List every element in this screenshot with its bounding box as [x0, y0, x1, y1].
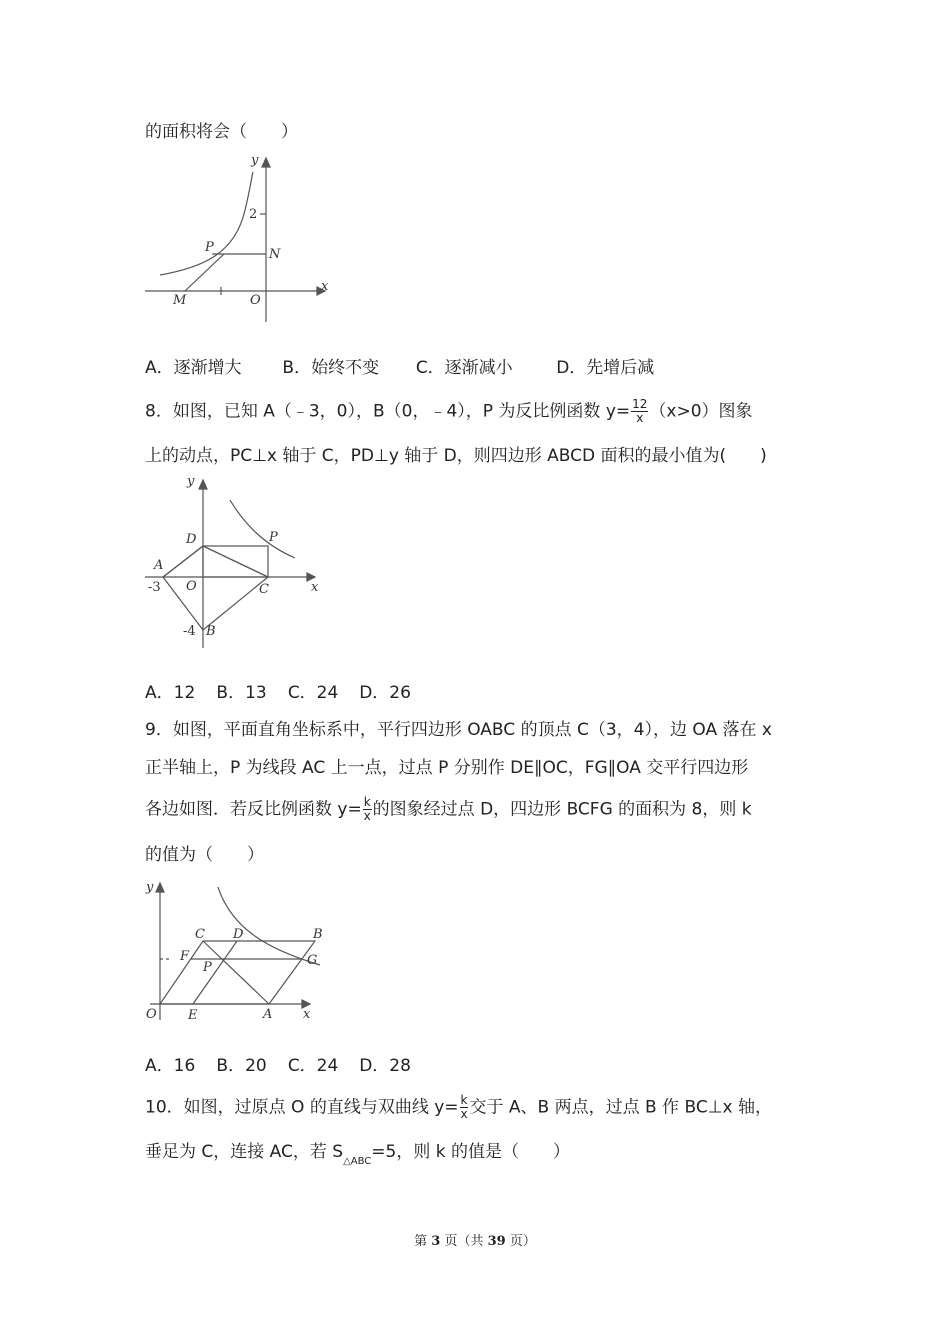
footer-page-number: 3 — [431, 1234, 441, 1249]
q7-figure — [140, 150, 340, 335]
q9-line2: 正半轴上，P 为线段 AC 上一点，过点 P 分别作 DE∥OC，FG∥OA 交平行四边形 — [145, 758, 749, 778]
q9-hyperbola — [218, 887, 320, 965]
q7-choice-d: D．先增后减 — [556, 358, 655, 378]
q9-label-E: E — [188, 1008, 198, 1023]
q10-line1-post: 交于 A、B 两点，过点 B 作 BC⊥x 轴， — [469, 1097, 772, 1118]
q8-label-O: O — [186, 579, 197, 594]
q8-label-A: A — [154, 558, 164, 573]
q7-label-y: y — [251, 153, 259, 168]
q9-line4: 的值为（ ） — [145, 845, 264, 865]
q8-quadrilateral-ABCD — [163, 546, 268, 630]
q8-label-x: x — [311, 580, 319, 595]
q9-label-O: O — [146, 1007, 157, 1022]
q7-tail: 的面积将会（ ） — [145, 122, 298, 142]
q7-label-O: O — [250, 293, 261, 308]
q9-label-x: x — [303, 1007, 311, 1022]
footer-total-pages: 39 — [487, 1234, 506, 1249]
q8-choices — [145, 681, 411, 705]
q9-line3-post: 的图象经过点 D，四边形 BCFG 的面积为 8，则 k — [372, 799, 752, 820]
q9-label-G: G — [307, 953, 318, 968]
q7-choice-c: C．逐渐减小 — [415, 358, 513, 378]
q10-line1 — [145, 1094, 772, 1121]
q8-frac-den: x — [636, 411, 644, 425]
page-footer — [0, 1230, 950, 1249]
q8-label-P: P — [269, 530, 278, 545]
footer-post: 页） — [505, 1234, 536, 1249]
q7-tangent-line — [185, 254, 224, 291]
q7-label-P: P — [205, 240, 214, 255]
q9-figure — [140, 875, 340, 1030]
q7-label-M: M — [173, 293, 187, 308]
q9-frac-num: k — [363, 795, 371, 809]
q9-diagonal-AC — [203, 941, 269, 1004]
q7-label-N: N — [269, 247, 281, 262]
q9-choice-c: C．24 — [287, 1056, 339, 1076]
q8-choice-d: D．26 — [359, 683, 411, 703]
q8-label-minus4: -4 — [183, 624, 196, 639]
q9-frac-den: x — [363, 809, 371, 823]
q8-line2: 上的动点，PC⊥x 轴于 C，PD⊥y 轴于 D，则四边形 ABCD 面积的最小值为( ) — [145, 446, 767, 466]
q9-label-D: D — [233, 927, 244, 942]
q7-label-x: x — [321, 279, 329, 294]
q9-label-A: A — [263, 1007, 273, 1022]
q7-curve — [160, 172, 253, 275]
q7-label-2: 2 — [249, 207, 258, 222]
q9-label-y: y — [146, 880, 154, 895]
q8-line1-post: （x>0）图象 — [649, 401, 753, 422]
q9-choice-d: D．28 — [359, 1056, 411, 1076]
q8-line1 — [145, 398, 753, 425]
q9-label-C: C — [195, 927, 205, 942]
q8-hyperbola — [230, 500, 295, 558]
q8-line1-pre: 8．如图，已知 A（﹣3，0），B（0，﹣4），P 为反比例函数 y= — [145, 401, 631, 422]
q9-label-F: F — [180, 949, 190, 964]
q8-label-D: D — [186, 532, 197, 547]
q10-line2-post: =5，则 k 的值是（ ） — [371, 1142, 570, 1162]
q9-label-P: P — [203, 960, 212, 975]
q10-line1-pre: 10．如图，过原点 O 的直线与双曲线 y= — [145, 1097, 459, 1118]
q10-frac-num: k — [460, 1093, 468, 1107]
q9-fraction — [363, 796, 372, 823]
q8-label-minus3: -3 — [148, 580, 161, 595]
q10-frac-den: x — [460, 1107, 468, 1121]
q9-choice-b: B．20 — [216, 1056, 267, 1076]
q10-line2-pre: 垂足为 C，连接 AC，若 S — [145, 1142, 344, 1162]
q8-choice-b: B．13 — [216, 683, 267, 703]
q9-choices — [145, 1054, 411, 1078]
q8-choice-c: C．24 — [287, 683, 339, 703]
q8-label-C: C — [259, 582, 269, 597]
q10-line2 — [145, 1140, 570, 1167]
footer-mid: 页（共 — [440, 1234, 488, 1249]
q9-line1: 9．如图，平面直角坐标系中，平行四边形 OABC 的顶点 C（3，4），边 OA 落在 x — [145, 720, 772, 740]
q7-choices — [145, 356, 654, 380]
q8-frac-num: 12 — [632, 397, 648, 411]
q8-fraction — [631, 398, 648, 425]
q9-segment-DE — [193, 941, 237, 1004]
q8-label-y: y — [187, 474, 195, 489]
q10-subscript: △ABC — [343, 1156, 372, 1167]
q9-label-B: B — [313, 927, 323, 942]
q8-label-B: B — [206, 624, 216, 639]
q7-choice-b: B．始终不变 — [282, 358, 380, 378]
q9-line3-pre: 各边如图．若反比例函数 y= — [145, 799, 362, 820]
q8-choice-a: A．12 — [145, 683, 196, 703]
q8-figure — [140, 470, 340, 655]
footer-pre: 第 — [414, 1234, 432, 1249]
q7-choice-a: A．逐渐增大 — [145, 358, 242, 378]
q9-line3 — [145, 796, 752, 823]
q9-choice-a: A．16 — [145, 1056, 196, 1076]
q10-fraction — [460, 1094, 469, 1121]
